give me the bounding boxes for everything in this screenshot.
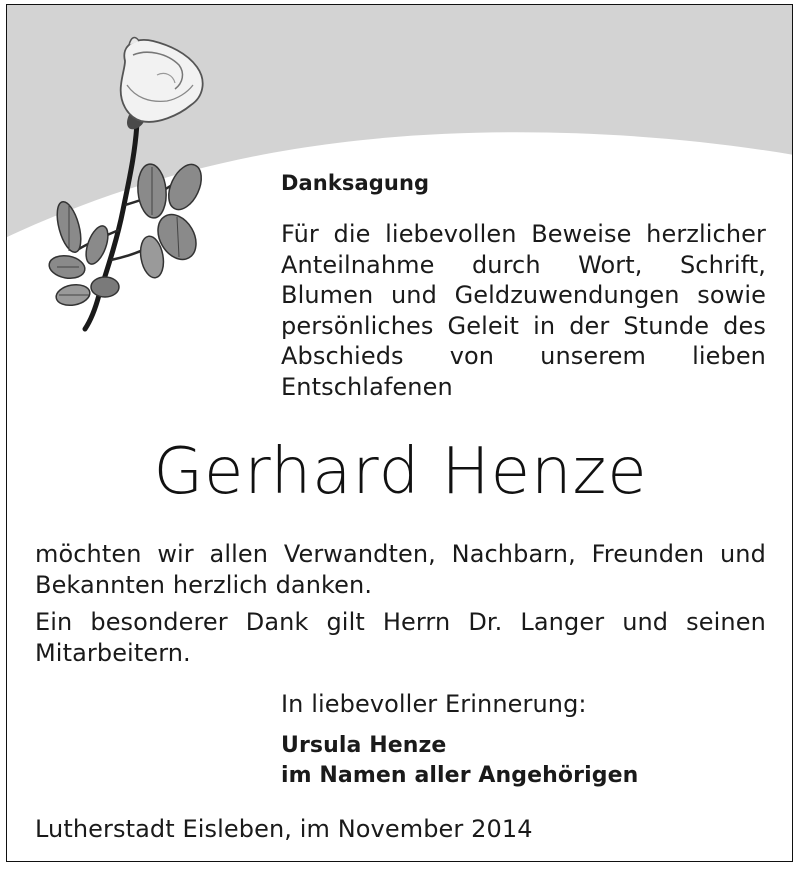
word: Nachbarn, [451,540,576,568]
word: Entschlafenen [281,372,453,401]
body-line-last [35,638,766,669]
word: gilt [326,608,365,636]
word: unserem [540,342,647,370]
word: Herrn [382,608,451,636]
word: Geldzuwendungen [454,281,680,309]
word: Ein [35,608,73,636]
deceased-name: Gerhard Henze [153,435,648,509]
intro-line [281,280,766,311]
word: möchten [35,540,142,568]
intro-line [281,250,766,281]
word: in [533,311,556,340]
intro-line [281,311,766,342]
special-thanks-paragraph [35,607,766,669]
word: Verwandten, [283,540,436,568]
word: Stunde [623,311,710,340]
thanks-paragraph [35,539,766,601]
word: allen [209,540,269,568]
word: der [569,311,610,340]
body-line-last [35,570,766,601]
word: liebevollen [385,220,517,248]
word: Anteilnahme [281,250,435,279]
word: Wort, [578,250,643,279]
place-date: Lutherstadt Eisleben, im November 2014 [35,815,533,843]
word: herzlich [172,571,268,599]
word: durch [471,250,541,279]
closing-line: In liebevoller Erinnerung: [281,690,587,718]
word: Blumen [281,281,374,309]
intro-line [281,341,766,372]
word: danken. [275,571,373,599]
word: und [390,281,437,309]
word: Abschieds [281,342,404,370]
word: Geleit [447,311,520,340]
word: Schrift, [679,250,766,279]
signature-name: Ursula Henze [281,733,447,758]
word: lieben [692,342,766,370]
word: die [333,220,371,248]
obituary-notice [6,4,793,862]
word: wir [157,540,194,568]
body-line [35,607,766,638]
word: seinen [686,608,766,636]
word: Für [281,220,319,248]
word: und [622,608,669,636]
signature-note: im Namen aller Angehörigen [281,763,639,788]
word: und [719,540,766,568]
word: persönliches [281,311,434,340]
word: sowie [697,281,766,309]
word: besonderer [90,608,228,636]
intro-paragraph [281,219,766,402]
word: Dank [245,608,309,636]
word: Bekannten [35,571,166,599]
word: Mitarbeitern. [35,639,191,667]
word: Beweise [531,220,632,248]
word: des [723,311,766,340]
word: Dr. [468,608,503,636]
word: Freunden [591,540,705,568]
intro-line-last [281,372,766,403]
intro-line [281,219,766,250]
body-line [35,539,766,570]
word: Langer [520,608,605,636]
word: von [449,342,495,370]
heading-danksagung: Danksagung [281,171,430,195]
word: herzlicher [646,220,766,248]
